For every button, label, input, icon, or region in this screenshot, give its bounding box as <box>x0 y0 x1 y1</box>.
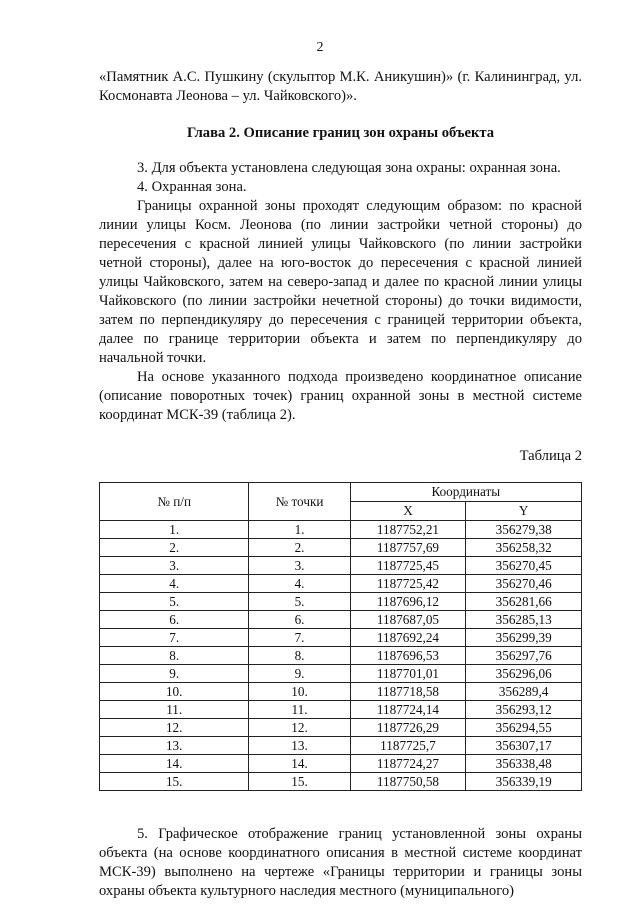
cell-x: 1187750,58 <box>350 773 466 791</box>
cell-y: 356289,4 <box>466 683 582 701</box>
cell-x: 1187725,42 <box>350 575 466 593</box>
cell-y: 356270,46 <box>466 575 582 593</box>
paragraph-zone-title: 4. Охранная зона. <box>137 179 247 195</box>
cell-x: 1187696,12 <box>350 593 466 611</box>
intro-text: «Памятник А.С. Пушкину (скульптор М.К. Аникушин)» (г. Калининград, ул. Космонавта Леонова – ул. Чайковского)». <box>99 69 582 104</box>
cell-row-num: 10. <box>100 683 249 701</box>
table-row <box>100 647 582 665</box>
table-row <box>100 611 582 629</box>
cell-row-num: 14. <box>100 755 249 773</box>
cell-row-num: 1. <box>100 521 249 539</box>
cell-y: 356338,48 <box>466 755 582 773</box>
table-row <box>100 665 582 683</box>
cell-y: 356281,66 <box>466 593 582 611</box>
cell-row-num: 15. <box>100 773 249 791</box>
cell-row-num: 9. <box>100 665 249 683</box>
cell-row-num: 13. <box>100 737 249 755</box>
cell-y: 356297,76 <box>466 647 582 665</box>
cell-y: 356279,38 <box>466 521 582 539</box>
table-row <box>100 575 582 593</box>
header-y: Y <box>466 502 582 521</box>
table-row <box>100 593 582 611</box>
cell-y: 356296,06 <box>466 665 582 683</box>
table-row <box>100 755 582 773</box>
cell-point-num: 3. <box>249 557 350 575</box>
table-row <box>100 719 582 737</box>
cell-point-num: 11. <box>249 701 350 719</box>
cell-x: 1187725,7 <box>350 737 466 755</box>
cell-point-num: 9. <box>249 665 350 683</box>
cell-point-num: 10. <box>249 683 350 701</box>
chapter-heading: Глава 2. Описание границ зон охраны объекта <box>186 125 495 141</box>
cell-point-num: 14. <box>249 755 350 773</box>
cell-y: 356294,55 <box>466 719 582 737</box>
cell-x: 1187752,21 <box>350 521 466 539</box>
paragraph-boundaries: Границы охранной зоны проходят следующим образом: по красной линии улицы Косм. Леонова (по линии застройки четной стороны) до пересечения с красной линией улицы Чайковского (по линии застройки четной стороны), далее на юго-восток до пересечения с красной линией улицы Чайковского, затем на северо-запад и далее по красной линии улицы Чайковского (по линии застройки нечетной стороны) до точки видимости, затем по перпендикуляру до пересечения с границей территории объекта, далее по границе территории объекта и затем по перпендикуляру до начальной точки. <box>99 198 582 366</box>
cell-point-num: 12. <box>249 719 350 737</box>
cell-x: 1187692,24 <box>350 629 466 647</box>
cell-point-num: 8. <box>249 647 350 665</box>
cell-y: 356270,45 <box>466 557 582 575</box>
document-body <box>99 68 582 901</box>
page-number: 2 <box>316 40 324 55</box>
cell-row-num: 11. <box>100 701 249 719</box>
paragraph-coordinates-intro: На основе указанного подхода произведено координатное описание (описание поворотных точек) границ охранной зоны в местной системе координат МСК-39 (таблица 2). <box>99 369 582 423</box>
cell-row-num: 3. <box>100 557 249 575</box>
cell-row-num: 8. <box>100 647 249 665</box>
table-row <box>100 521 582 539</box>
cell-point-num: 15. <box>249 773 350 791</box>
cell-row-num: 7. <box>100 629 249 647</box>
cell-row-num: 2. <box>100 539 249 557</box>
cell-y: 356307,17 <box>466 737 582 755</box>
cell-x: 1187718,58 <box>350 683 466 701</box>
cell-row-num: 4. <box>100 575 249 593</box>
table-row <box>100 557 582 575</box>
cell-x: 1187726,29 <box>350 719 466 737</box>
paragraph-graphic-display: 5. Графическое отображение границ установленной зоны охраны объекта (на основе координатного описания в местной системе координат МСК-39) выполнено на чертеже «Границы территории и границы зоны охраны объекта культурного наследия местного (муниципального) <box>99 826 582 899</box>
table-row <box>100 737 582 755</box>
table-row <box>100 701 582 719</box>
table-row <box>100 539 582 557</box>
cell-point-num: 4. <box>249 575 350 593</box>
cell-point-num: 7. <box>249 629 350 647</box>
cell-point-num: 6. <box>249 611 350 629</box>
header-point-num: № точки <box>249 483 350 521</box>
header-x: X <box>350 502 466 521</box>
cell-x: 1187701,01 <box>350 665 466 683</box>
table-row <box>100 773 582 791</box>
table-caption: Таблица 2 <box>519 448 582 464</box>
cell-point-num: 2. <box>249 539 350 557</box>
coordinates-table <box>99 482 582 791</box>
header-coords: Координаты <box>350 483 581 502</box>
cell-x: 1187757,69 <box>350 539 466 557</box>
cell-point-num: 1. <box>249 521 350 539</box>
cell-y: 356285,13 <box>466 611 582 629</box>
table-body <box>100 521 582 791</box>
cell-point-num: 13. <box>249 737 350 755</box>
cell-row-num: 12. <box>100 719 249 737</box>
cell-point-num: 5. <box>249 593 350 611</box>
cell-y: 356258,32 <box>466 539 582 557</box>
cell-x: 1187687,05 <box>350 611 466 629</box>
cell-y: 356339,19 <box>466 773 582 791</box>
header-row-num: № п/п <box>100 483 249 521</box>
cell-x: 1187696,53 <box>350 647 466 665</box>
table-row <box>100 683 582 701</box>
cell-x: 1187725,45 <box>350 557 466 575</box>
cell-x: 1187724,14 <box>350 701 466 719</box>
cell-y: 356293,12 <box>466 701 582 719</box>
cell-row-num: 6. <box>100 611 249 629</box>
cell-y: 356299,39 <box>466 629 582 647</box>
table-row <box>100 629 582 647</box>
cell-row-num: 5. <box>100 593 249 611</box>
paragraph-zone-type: 3. Для объекта установлена следующая зона охраны: охранная зона. <box>137 160 561 176</box>
cell-x: 1187724,27 <box>350 755 466 773</box>
